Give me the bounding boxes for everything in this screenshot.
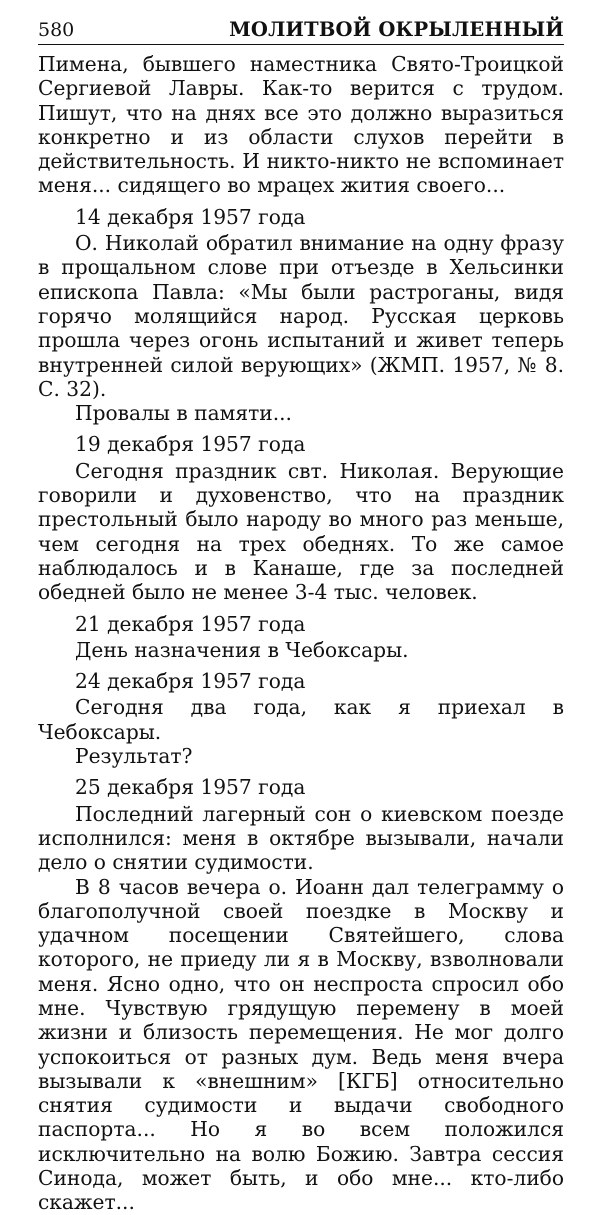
diary-date: 25 декабря 1957 года bbox=[75, 775, 306, 800]
body-text bbox=[38, 52, 564, 1215]
paragraph: Последний лагерный сон о киевском поезде исполнился: меня в октябре вызывали, начали дело о снятии судимости. bbox=[38, 801, 564, 875]
paragraph: Сегодня праздник свт. Николая. Верующие говорили и духовенство, что на праздник престольный было народу во много раз меньше, чем сегодня на трех обеднях. То же самое наблюдалось и в Канаше, где за последней обедней было не менее 3-4 тыс. человек. bbox=[38, 458, 564, 605]
paragraph-continued: Пимена, бывшего наместника Свято-Троицкой Сергиевой Лавры. Как-то верится с трудом. Пишут, что на днях все это должно выразиться конкретно и из области слухов перейти в действительность. И никто-никто не вспоминает меня... сидящего во мрацех жития своего... bbox=[38, 52, 564, 198]
paragraph: Сегодня два года, как я приехал в Чебоксары. bbox=[38, 695, 564, 744]
diary-date: 19 декабря 1957 года bbox=[75, 432, 306, 457]
diary-date: 21 декабря 1957 года bbox=[75, 611, 306, 636]
diary-date: 24 декабря 1957 года bbox=[75, 669, 306, 694]
diary-date: 14 декабря 1957 года bbox=[75, 204, 306, 229]
paragraph: Провалы в памяти... bbox=[75, 401, 292, 426]
paragraph: В 8 часов вечера о. Иоанн дал телеграмму о благополучной своей поездке в Москву и удачном посещении Святейшего, слова которого, не приеду ли я в Москву, взволновали меня. Ясно одно, что он неспроста спросил обо мне. Чувствую грядущую перемену в моей жизни и близость перемещения. Не мог долго успокоиться от разных дум. Ведь меня вчера вызывали к «внешним» [КГБ] относительно снятия судимости и выдачи свободного паспорта... Но я во всем положился исключительно на волю Божию. Завтра сессия Синода, может быть, и обо мне... кто-либо скажет... bbox=[38, 874, 564, 1215]
paragraph: Результат? bbox=[75, 744, 193, 769]
running-header bbox=[38, 14, 564, 45]
paragraph: О. Николай обратил внимание на одну фразу в прощальном слове при отъезде в Хельсинки епископа Павла: «Мы были растроганы, видя горячо молящийся народ. Русская церковь прошла через огонь испытаний и живет теперь внутренней силой верующих» (ЖМП. 1957, № 8. С. 32). bbox=[38, 231, 564, 401]
running-title: МОЛИТВОЙ ОКРЫЛЕННЫЙ bbox=[229, 18, 564, 41]
page-number: 580 bbox=[38, 19, 75, 41]
paragraph: День назначения в Чебоксары. bbox=[75, 637, 409, 662]
